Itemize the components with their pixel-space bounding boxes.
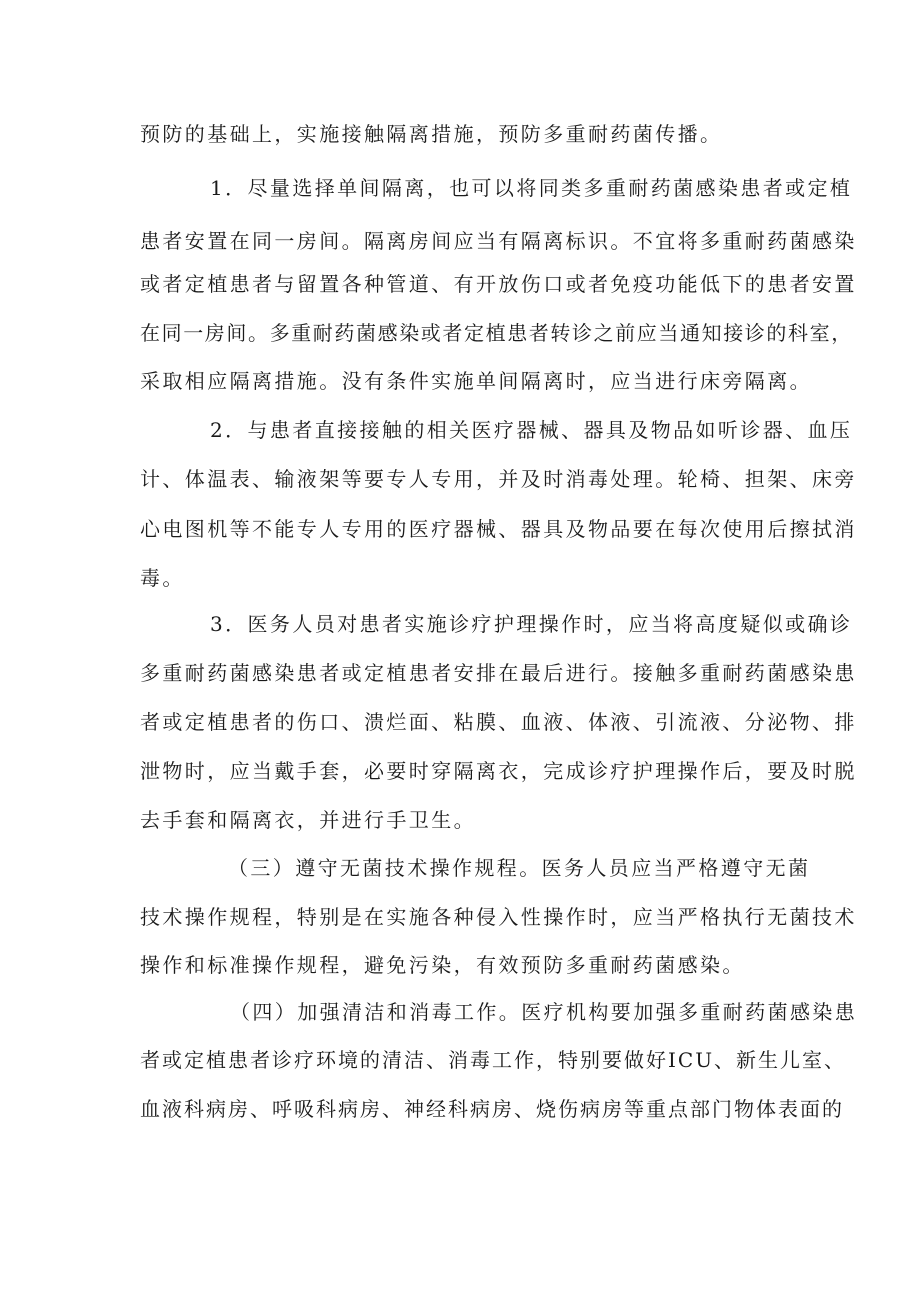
text-line: （三）遵守无菌技术操作规程。医务人员应当严格遵守无菌	[228, 856, 811, 880]
text-line: 者或定植患者的伤口、溃烂面、粘膜、血液、体液、引流液、分泌物、排	[140, 710, 857, 734]
text-line: 计、体温表、输液架等要专人专用，并及时消毒处理。轮椅、担架、床旁	[140, 467, 857, 491]
text-line: 患者安置在同一房间。隔离房间应当有隔离标识。不宜将多重耐药菌感染	[140, 229, 857, 253]
text-line: 技术操作规程，特别是在实施各种侵入性操作时，应当严格执行无菌技术	[140, 905, 857, 929]
text-line: 在同一房间。多重耐药菌感染或者定植患者转诊之前应当通知接诊的科室，	[140, 321, 853, 345]
text-line: 3．医务人员对患者实施诊疗护理操作时，应当将高度疑似或确诊	[210, 612, 853, 636]
text-line: 操作和标准操作规程，避免污染，有效预防多重耐药菌感染。	[140, 953, 745, 977]
text-line: 去手套和隔离衣，并进行手卫生。	[140, 808, 476, 832]
text-line: 预防的基础上，实施接触隔离措施，预防多重耐药菌传播。	[140, 122, 723, 146]
text-line: （四）加强清洁和消毒工作。医疗机构要加强多重耐药菌感染患	[230, 1000, 858, 1024]
text-line: 血液科病房、呼吸科病房、神经科病房、烧伤病房等重点部门物体表面的	[140, 1097, 844, 1121]
text-line: 心电图机等不能专人专用的医疗器械、器具及物品要在每次使用后擦拭消	[140, 517, 857, 541]
text-line: 1．尽量选择单间隔离，也可以将同类多重耐药菌感染患者或定植	[210, 176, 853, 200]
text-line: 多重耐药菌感染患者或定植患者安排在最后进行。接触多重耐药菌感染患	[140, 661, 857, 685]
text-line: 或者定植患者与留置各种管道、有开放伤口或者免疫功能低下的患者安置	[140, 272, 857, 296]
text-line: 采取相应隔离措施。没有条件实施单间隔离时，应当进行床旁隔离。	[140, 369, 812, 393]
text-line: 者或定植患者诊疗环境的清洁、消毒工作，特别要做好ICU、新生儿室、	[140, 1048, 847, 1072]
text-line: 毒。	[140, 566, 185, 590]
text-line: 泄物时，应当戴手套，必要时穿隔离衣，完成诊疗护理操作后，要及时脱	[140, 759, 857, 783]
text-line: 2．与患者直接接触的相关医疗器械、器具及物品如听诊器、血压	[210, 418, 853, 442]
